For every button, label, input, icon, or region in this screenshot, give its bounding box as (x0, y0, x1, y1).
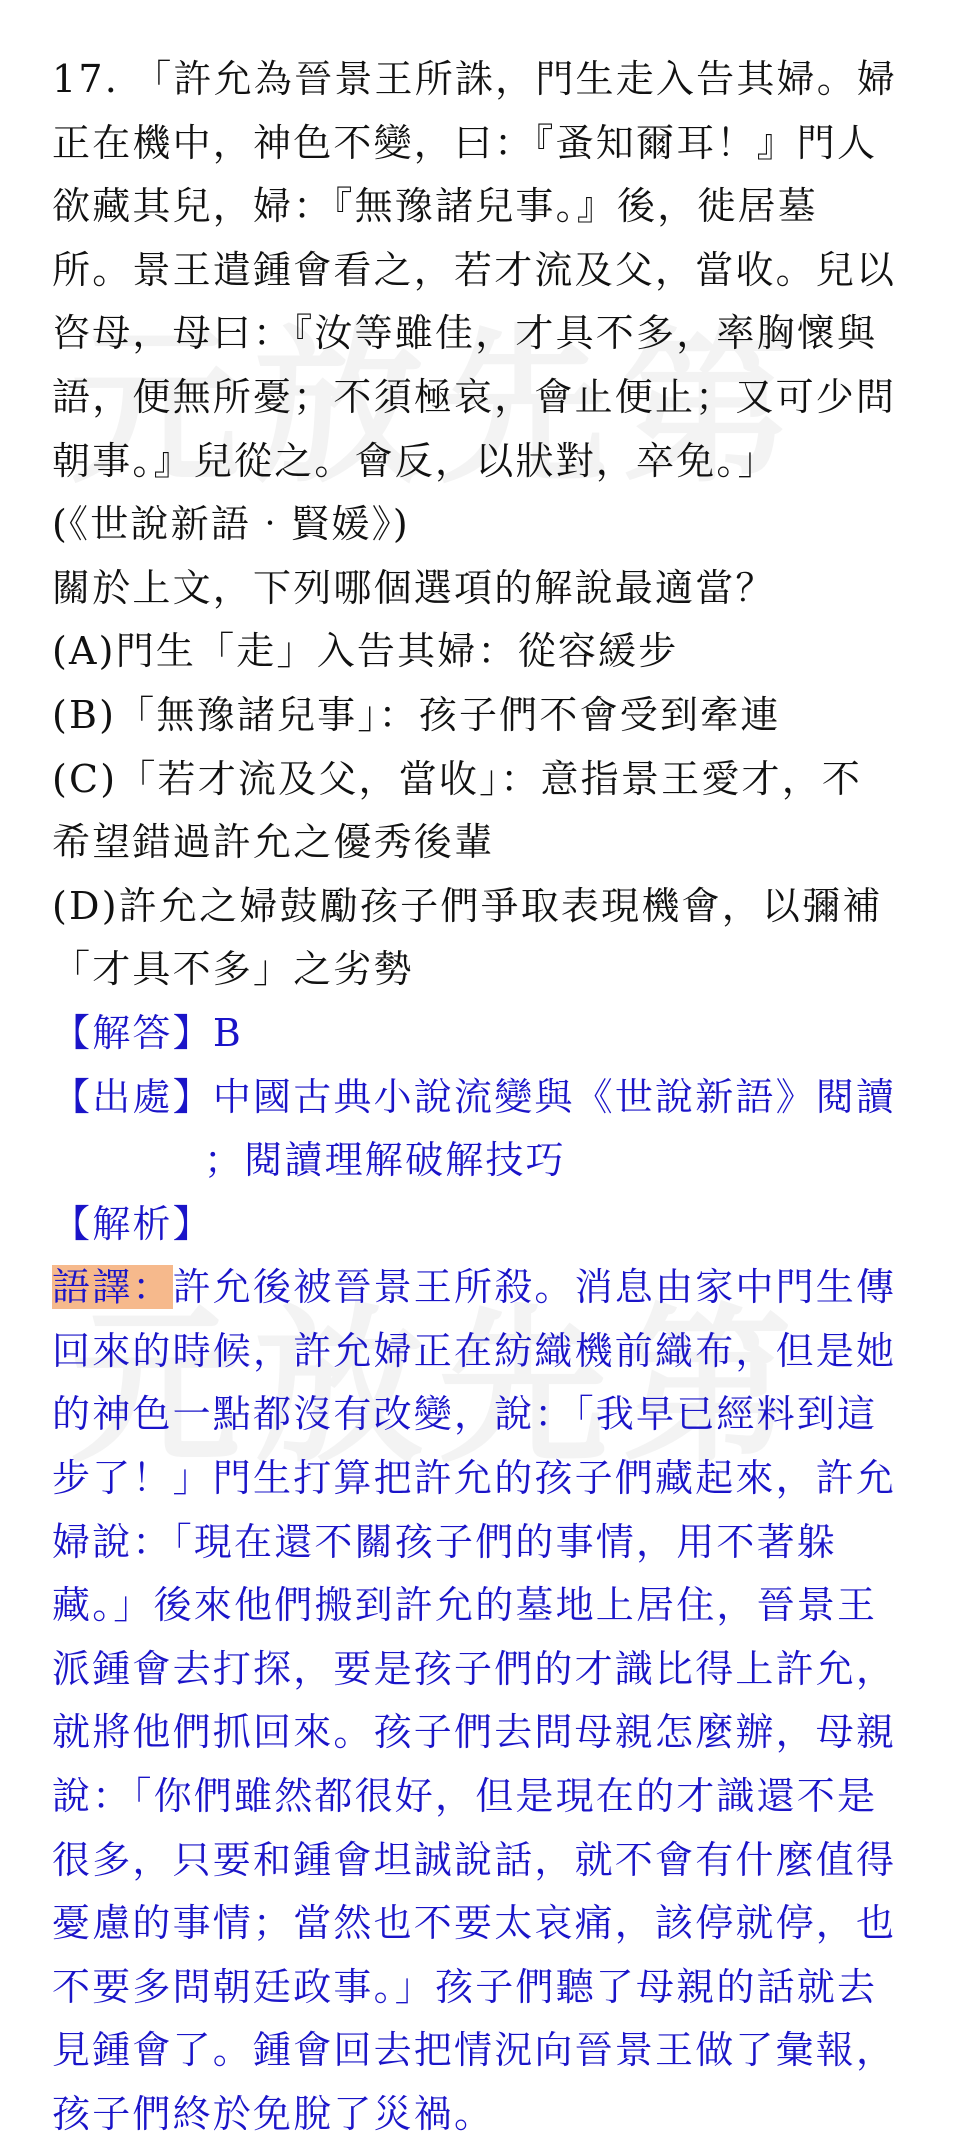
translation-line: 說：「你們雖然都很好，但是現在的才識還不是 (52, 1774, 878, 1819)
translation-text: 許允後被晉景王所殺。消息由家中門生傳 (172, 1265, 897, 1310)
option-c-continued: 希望錯過許允之優秀後輩 (52, 820, 495, 865)
translation-line: 很多，只要和鍾會坦誠說話，就不會有什麼值得 (52, 1837, 897, 1882)
question-line: 17. 「許允為晉景王所誅，門生走入告其婦。婦 (52, 57, 898, 101)
translation-line (52, 1256, 932, 1320)
source-text: 中國古典小說流變與《世說新語》閱讀 (212, 1074, 897, 1119)
translation-tag: 語譯： (52, 1265, 173, 1310)
question-line: 咨母，母曰：『汝等雖佳，才具不多，率胸懷與 (52, 311, 878, 356)
translation-line: 步了！」門生打算把許允的孩子們藏起來，許允 (52, 1456, 897, 1501)
translation-line: 的神色一點都沒有改變，說：「我早已經料到這 (52, 1392, 878, 1437)
option-b: (B)「無豫諸兒事」：孩子們不會受到牽連 (52, 692, 781, 737)
question-line: 正在機中，神色不變，曰：『蚤知爾耳！』門人 (52, 120, 878, 165)
translation-line: 派鍾會去打探，要是孩子們的才識比得上許允， (52, 1646, 897, 1691)
translation-line: 就將他們抓回來。孩子們去問母親怎麼辦，母親 (52, 1710, 897, 1755)
analysis-label: 【解析】 (52, 1201, 213, 1246)
translation-block (52, 1256, 932, 2146)
question-line: 欲藏其兒，婦：『無豫諸兒事。』後，徙居墓 (52, 184, 819, 229)
option-d: (D)許允之婦鼓勵孩子們爭取表現機會，以彌補 (52, 883, 883, 928)
question-line: 語，便無所憂；不須極哀，會止便止；又可少問 (52, 374, 897, 419)
translation-line: 見鍾會了。鍾會回去把情況向晉景王做了彙報， (52, 2028, 897, 2073)
translation-line: 回來的時候，許允婦正在紡織機前織布，但是她 (52, 1328, 897, 1373)
translation-line: 憂慮的事情；當然也不要太哀痛，該停就停，也 (52, 1901, 897, 1946)
question-line: 朝事。』兒從之。會反，以狀對，卒免。」 (52, 438, 778, 483)
translation-line: 婦說：「現在還不關孩子們的事情，用不著躲 (52, 1519, 838, 1564)
translation-line: 孩子們終於免脫了災禍。 (52, 2092, 495, 2136)
option-d-continued: 「才具不多」之劣勢 (52, 947, 414, 992)
answer-label: 【解答】 (52, 1010, 213, 1055)
question-prompt: 關於上文，下列哪個選項的解說最適當？ (52, 565, 776, 610)
source-text-continued: ；閱讀理解破解技巧 (204, 1138, 566, 1183)
answer-row (52, 1002, 932, 1066)
answer-value: B (212, 1010, 243, 1055)
document-content (52, 48, 932, 2147)
question-stem (52, 48, 932, 620)
question-line: 所。景王遣鍾會看之，若才流及父，當收。兒以 (52, 247, 897, 292)
translation-line: 藏。」後來他們搬到許允的墓地上居住，晉景王 (52, 1583, 878, 1628)
source-label: 【出處】 (52, 1074, 213, 1119)
options-list (52, 620, 932, 1002)
question-citation: (《世說新語‧賢媛》) (52, 502, 410, 547)
source-row (52, 1066, 932, 1130)
translation-line: 不要多問朝廷政事。」孩子們聽了母親的話就去 (52, 1964, 878, 2009)
option-c: (C)「若才流及父，當收」：意指景王愛才，不 (52, 756, 863, 801)
option-a: (A)門生「走」入告其婦：從容緩步 (52, 629, 679, 674)
